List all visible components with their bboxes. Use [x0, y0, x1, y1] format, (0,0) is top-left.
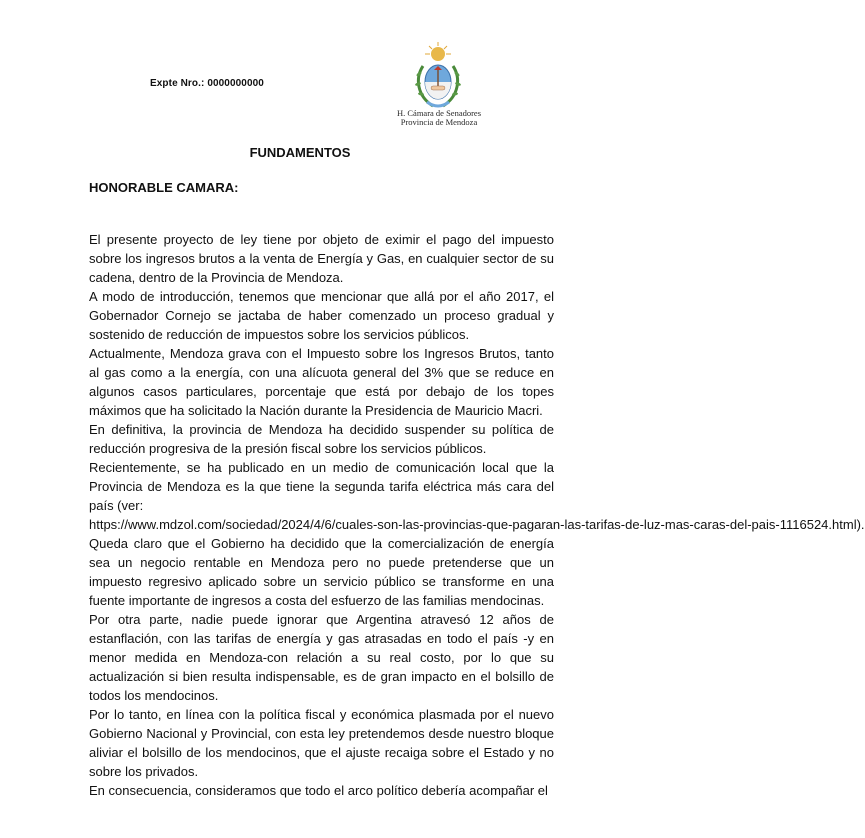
document-body: [89, 230, 865, 800]
paragraph: El presente proyecto de ley tiene por objeto de eximir el pago del impuesto sobre los ingresos brutos a la venta de Energía y Gas, en cualquier sector de su cadena, dentro de la Provincia de Mendoza.: [89, 232, 554, 285]
mendoza-coat-of-arms-icon: [409, 40, 467, 112]
paragraph: Por lo tanto, en línea con la política fiscal y económica plasmada por el nuevo Gobierno Nacional y Provincial, con esta ley pretendemos desde nuestro bloque aliviar el bolsillo de los mendocinos, que el ajuste recaiga sobre el Estado y no sobre los privados.: [89, 707, 554, 779]
paragraph: Por otra parte, nadie puede ignorar que Argentina atravesó 12 años de estanflación, con las tarifas de energía y gas atrasadas en todo el país -y en menor medida en Mendoza-con relación a su real costo, por lo que su actualización si bien resulta indispensable, es de gran impacto en el bolsillo de todos los mendocinos.: [89, 612, 554, 703]
paragraph: A modo de introducción, tenemos que mencionar que allá por el año 2017, el Gobernador Cornejo se jactaba de haber comenzado un proceso gradual y sostenido de reducción de impuestos sobre los servicios públicos.: [89, 289, 554, 342]
paragraph: Recientemente, se ha publicado en un medio de comunicación local que la Provincia de Mendoza es la que tiene la segunda tarifa eléctrica más cara del país (ver:: [89, 460, 554, 513]
document-heading: FUNDAMENTOS: [249, 145, 351, 160]
paragraph: Actualmente, Mendoza grava con el Impuesto sobre los Ingresos Brutos, tanto al gas como a la energía, con una alícuota general del 3% que se reduce en algunos casos particulares, porcentaje que está por debajo de los topes máximos que ha solicitado la Nación durante la Presidencia de Mauricio Macri.: [89, 346, 554, 418]
paragraph: En definitiva, la provincia de Mendoza ha decidido suspender su política de reducción progresiva de la presión fiscal sobre los servicios públicos.: [89, 422, 554, 456]
institution-name: H. Cámara de Senadores: [396, 108, 482, 118]
paragraph: Queda claro que el Gobierno ha decidido que la comercialización de energía sea un negocio rentable en Mendoza pero no puede pretenderse que un impuesto regresivo aplicado sobre un servicio público se transforme en una fuente importante de ingresos a costa del esfuerzo de las familias mendocinas.: [89, 536, 554, 608]
source-link[interactable]: https://www.mdzol.com/sociedad/2024/4/6/cuales-son-las-provincias-que-pagaran-las-tarifas-de-luz-mas-caras-del-pais-1116524.html).: [89, 517, 865, 532]
institution-province: Provincia de Mendoza: [400, 117, 478, 127]
salutation: HONORABLE CAMARA:: [89, 180, 239, 195]
expediente-number: Expte Nro.: 0000000000: [150, 78, 264, 89]
paragraph: En consecuencia, consideramos que todo el arco político debería acompañar el: [89, 783, 548, 798]
